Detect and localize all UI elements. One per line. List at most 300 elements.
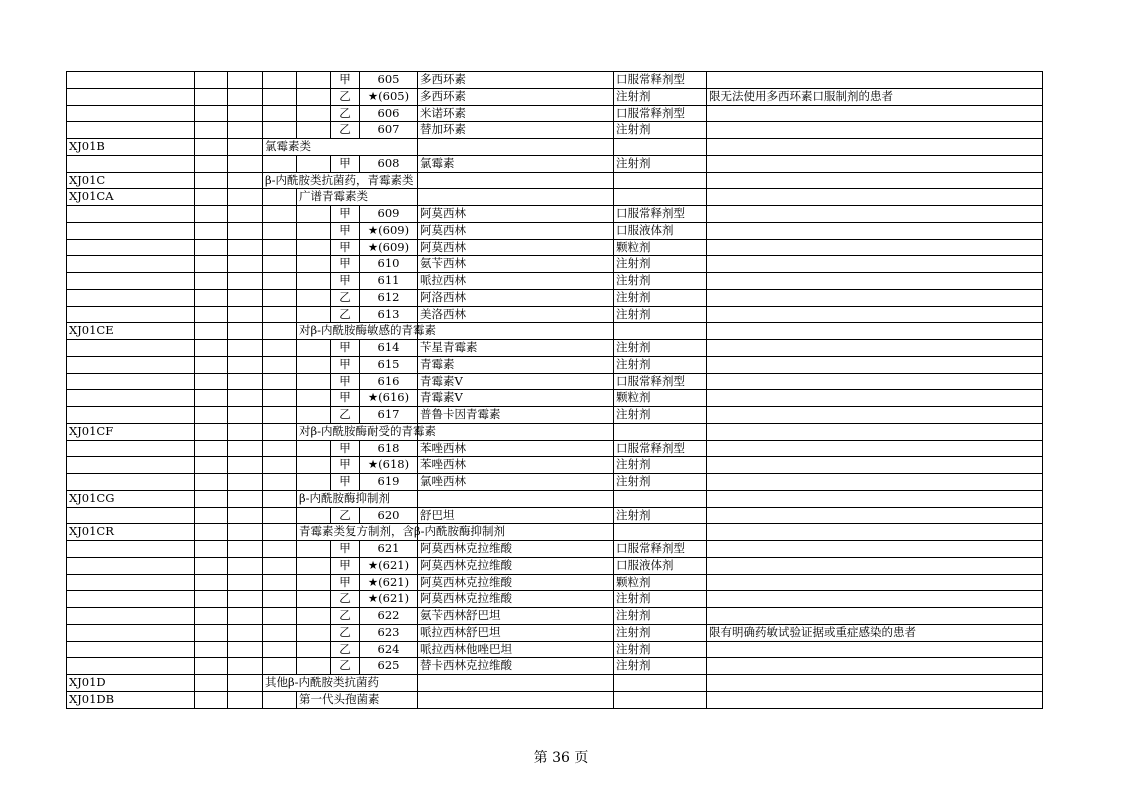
drug-name-cell: 美洛西林 xyxy=(418,306,614,323)
dosage-form-cell xyxy=(614,423,707,440)
remark-cell xyxy=(707,323,1043,340)
remark-cell xyxy=(707,423,1043,440)
level-cell xyxy=(331,139,360,156)
drug-number-cell: 610 xyxy=(360,256,418,273)
level-cell xyxy=(297,658,331,675)
grade-cell: 乙 xyxy=(331,122,360,139)
level-cell xyxy=(195,608,228,625)
code-cell xyxy=(67,289,195,306)
remark-cell xyxy=(707,658,1043,675)
drug-number-cell: 609 xyxy=(360,206,418,223)
code-cell xyxy=(67,541,195,558)
category-title-cell: 青霉素类复方制剂，含β-内酰胺酶抑制剂 xyxy=(297,524,331,541)
level-cell xyxy=(228,524,263,541)
code-cell xyxy=(67,155,195,172)
drug-name-cell: 氨苄西林 xyxy=(418,256,614,273)
level-cell xyxy=(360,189,418,206)
drug-row xyxy=(67,591,1043,608)
drug-number-cell: 614 xyxy=(360,340,418,357)
level-cell xyxy=(297,88,331,105)
grade-cell: 甲 xyxy=(331,474,360,491)
drug-name-cell: 阿莫西林克拉维酸 xyxy=(418,574,614,591)
level-cell xyxy=(195,624,228,641)
drug-name-cell: 米诺环素 xyxy=(418,105,614,122)
category-title-cell: 其他β-内酰胺类抗菌药 xyxy=(263,675,297,692)
code-cell xyxy=(67,356,195,373)
level-cell xyxy=(228,306,263,323)
level-cell xyxy=(195,340,228,357)
drug-name-cell: 舒巴坦 xyxy=(418,507,614,524)
category-code-cell: XJ01C xyxy=(67,172,195,189)
level-cell xyxy=(297,340,331,357)
grade-cell: 乙 xyxy=(331,289,360,306)
dosage-form-cell: 注射剂 xyxy=(614,289,707,306)
level-cell xyxy=(228,139,263,156)
grade-cell: 甲 xyxy=(331,440,360,457)
dosage-form-cell xyxy=(614,490,707,507)
dosage-form-cell xyxy=(614,524,707,541)
drug-number-cell: ★(616) xyxy=(360,390,418,407)
level-cell xyxy=(297,273,331,290)
drug-name-cell: 青霉素V xyxy=(418,390,614,407)
remark-cell xyxy=(707,407,1043,424)
level-cell xyxy=(228,541,263,558)
drug-name-cell xyxy=(418,189,614,206)
code-cell xyxy=(67,591,195,608)
level-cell xyxy=(297,105,331,122)
remark-cell xyxy=(707,490,1043,507)
drug-number-cell: 607 xyxy=(360,122,418,139)
remark-cell xyxy=(707,373,1043,390)
drug-name-cell: 普鲁卡因青霉素 xyxy=(418,407,614,424)
level-cell xyxy=(195,72,228,89)
grade-cell: 甲 xyxy=(331,557,360,574)
level-cell xyxy=(297,474,331,491)
level-cell xyxy=(263,340,297,357)
level-cell xyxy=(195,356,228,373)
level-cell xyxy=(195,574,228,591)
drug-name-cell xyxy=(418,172,614,189)
remark-cell xyxy=(707,474,1043,491)
code-cell xyxy=(67,122,195,139)
drug-number-cell: 623 xyxy=(360,624,418,641)
grade-cell: 乙 xyxy=(331,591,360,608)
drug-row xyxy=(67,457,1043,474)
drug-row xyxy=(67,122,1043,139)
level-cell xyxy=(297,306,331,323)
remark-cell xyxy=(707,457,1043,474)
drug-row xyxy=(67,72,1043,89)
level-cell xyxy=(195,122,228,139)
grade-cell: 甲 xyxy=(331,206,360,223)
level-cell xyxy=(195,423,228,440)
drug-number-cell: 612 xyxy=(360,289,418,306)
level-cell xyxy=(195,273,228,290)
level-cell xyxy=(263,490,297,507)
level-cell xyxy=(263,273,297,290)
level-cell xyxy=(195,222,228,239)
category-code-cell: XJ01B xyxy=(67,139,195,156)
level-cell xyxy=(228,658,263,675)
dosage-form-cell: 注射剂 xyxy=(614,340,707,357)
drug-name-cell: 苄星青霉素 xyxy=(418,340,614,357)
drug-name-cell xyxy=(418,423,614,440)
level-cell xyxy=(195,440,228,457)
drug-row xyxy=(67,557,1043,574)
level-cell xyxy=(263,474,297,491)
remark-cell xyxy=(707,591,1043,608)
level-cell xyxy=(228,256,263,273)
remark-cell xyxy=(707,574,1043,591)
drug-name-cell: 氯唑西林 xyxy=(418,474,614,491)
level-cell xyxy=(263,407,297,424)
level-cell xyxy=(297,608,331,625)
drug-number-cell: 617 xyxy=(360,407,418,424)
category-title-cell: 第一代头孢菌素 xyxy=(297,691,331,708)
code-cell xyxy=(67,256,195,273)
drug-row xyxy=(67,624,1043,641)
level-cell xyxy=(263,373,297,390)
level-cell xyxy=(297,122,331,139)
dosage-form-cell: 注射剂 xyxy=(614,256,707,273)
drug-name-cell: 阿洛西林 xyxy=(418,289,614,306)
category-row xyxy=(67,172,1043,189)
level-cell xyxy=(228,507,263,524)
level-cell xyxy=(263,658,297,675)
drug-number-cell: 606 xyxy=(360,105,418,122)
drug-row xyxy=(67,239,1043,256)
drug-number-cell: ★(605) xyxy=(360,88,418,105)
drug-row xyxy=(67,356,1043,373)
category-code-cell: XJ01CR xyxy=(67,524,195,541)
code-cell xyxy=(67,390,195,407)
level-cell xyxy=(195,390,228,407)
level-cell xyxy=(228,105,263,122)
remark-cell xyxy=(707,72,1043,89)
level-cell xyxy=(297,289,331,306)
drug-row xyxy=(67,105,1043,122)
grade-cell: 乙 xyxy=(331,608,360,625)
level-cell xyxy=(195,557,228,574)
category-row xyxy=(67,423,1043,440)
drug-row xyxy=(67,273,1043,290)
level-cell xyxy=(195,691,228,708)
level-cell xyxy=(195,541,228,558)
remark-cell xyxy=(707,524,1043,541)
drug-name-cell: 阿莫西林 xyxy=(418,222,614,239)
drug-row xyxy=(67,340,1043,357)
grade-cell: 乙 xyxy=(331,624,360,641)
drug-number-cell: 618 xyxy=(360,440,418,457)
level-cell xyxy=(297,507,331,524)
level-cell xyxy=(228,390,263,407)
level-cell xyxy=(263,206,297,223)
dosage-form-cell xyxy=(614,675,707,692)
drug-row xyxy=(67,155,1043,172)
dosage-form-cell: 注射剂 xyxy=(614,155,707,172)
drug-name-cell: 多西环素 xyxy=(418,88,614,105)
dosage-form-cell: 口服液体剂 xyxy=(614,222,707,239)
level-cell xyxy=(195,658,228,675)
level-cell xyxy=(297,457,331,474)
drug-number-cell: ★(609) xyxy=(360,222,418,239)
dosage-form-cell: 注射剂 xyxy=(614,88,707,105)
drug-name-cell: 苯唑西林 xyxy=(418,440,614,457)
remark-cell xyxy=(707,105,1043,122)
drug-row xyxy=(67,88,1043,105)
level-cell xyxy=(297,641,331,658)
code-cell xyxy=(67,557,195,574)
level-cell xyxy=(263,557,297,574)
code-cell xyxy=(67,273,195,290)
drug-number-cell: 619 xyxy=(360,474,418,491)
drug-name-cell: 哌拉西林 xyxy=(418,273,614,290)
code-cell xyxy=(67,407,195,424)
level-cell xyxy=(228,457,263,474)
level-cell xyxy=(195,591,228,608)
category-code-cell: XJ01DB xyxy=(67,691,195,708)
level-cell xyxy=(263,189,297,206)
remark-cell xyxy=(707,541,1043,558)
level-cell xyxy=(263,608,297,625)
remark-cell: 限有明确药敏试验证据或重症感染的患者 xyxy=(707,624,1043,641)
remark-cell xyxy=(707,557,1043,574)
drug-row xyxy=(67,658,1043,675)
dosage-form-cell xyxy=(614,189,707,206)
category-title-cell: 对β-内酰胺酶耐受的青霉素 xyxy=(297,423,331,440)
category-row xyxy=(67,189,1043,206)
category-title-cell: 对β-内酰胺酶敏感的青霉素 xyxy=(297,323,331,340)
drug-name-cell: 替加环素 xyxy=(418,122,614,139)
drug-number-cell: 608 xyxy=(360,155,418,172)
level-cell xyxy=(297,624,331,641)
level-cell xyxy=(263,591,297,608)
level-cell xyxy=(195,675,228,692)
level-cell xyxy=(195,206,228,223)
level-cell xyxy=(195,507,228,524)
remark-cell xyxy=(707,172,1043,189)
drug-name-cell: 阿莫西林克拉维酸 xyxy=(418,591,614,608)
remark-cell xyxy=(707,289,1043,306)
level-cell xyxy=(195,139,228,156)
level-cell xyxy=(195,172,228,189)
dosage-form-cell: 注射剂 xyxy=(614,591,707,608)
dosage-form-cell: 颗粒剂 xyxy=(614,239,707,256)
drug-row xyxy=(67,306,1043,323)
code-cell xyxy=(67,440,195,457)
grade-cell: 甲 xyxy=(331,340,360,357)
level-cell xyxy=(263,423,297,440)
category-code-cell: XJ01D xyxy=(67,675,195,692)
level-cell xyxy=(263,507,297,524)
drug-table xyxy=(66,71,1043,709)
drug-name-cell: 替卡西林克拉维酸 xyxy=(418,658,614,675)
drug-name-cell: 阿莫西林克拉维酸 xyxy=(418,541,614,558)
dosage-form-cell: 注射剂 xyxy=(614,457,707,474)
code-cell xyxy=(67,373,195,390)
level-cell xyxy=(195,323,228,340)
level-cell xyxy=(228,608,263,625)
remark-cell xyxy=(707,139,1043,156)
level-cell xyxy=(263,624,297,641)
drug-row xyxy=(67,541,1043,558)
drug-name-cell: 多西环素 xyxy=(418,72,614,89)
drug-number-cell: 605 xyxy=(360,72,418,89)
remark-cell xyxy=(707,122,1043,139)
code-cell xyxy=(67,88,195,105)
level-cell xyxy=(195,256,228,273)
drug-number-cell: ★(621) xyxy=(360,591,418,608)
drug-number-cell: 621 xyxy=(360,541,418,558)
level-cell xyxy=(297,222,331,239)
grade-cell: 甲 xyxy=(331,256,360,273)
drug-number-cell: 624 xyxy=(360,641,418,658)
level-cell xyxy=(228,591,263,608)
level-cell xyxy=(228,440,263,457)
level-cell xyxy=(195,474,228,491)
code-cell xyxy=(67,239,195,256)
code-cell xyxy=(67,658,195,675)
level-cell xyxy=(297,407,331,424)
dosage-form-cell: 口服常释剂型 xyxy=(614,541,707,558)
code-cell xyxy=(67,457,195,474)
remark-cell: 限无法使用多西环素口服制剂的患者 xyxy=(707,88,1043,105)
page-number: 第 36 页 xyxy=(533,750,589,766)
dosage-form-cell: 口服常释剂型 xyxy=(614,72,707,89)
level-cell xyxy=(297,440,331,457)
remark-cell xyxy=(707,189,1043,206)
grade-cell: 甲 xyxy=(331,72,360,89)
remark-cell xyxy=(707,507,1043,524)
level-cell xyxy=(263,155,297,172)
dosage-form-cell: 注射剂 xyxy=(614,407,707,424)
level-cell xyxy=(228,624,263,641)
drug-row xyxy=(67,407,1043,424)
drug-name-cell xyxy=(418,490,614,507)
level-cell xyxy=(228,574,263,591)
level-cell xyxy=(263,574,297,591)
remark-cell xyxy=(707,222,1043,239)
drug-name-cell xyxy=(418,691,614,708)
dosage-form-cell: 注射剂 xyxy=(614,306,707,323)
level-cell xyxy=(297,373,331,390)
level-cell xyxy=(228,273,263,290)
level-cell xyxy=(263,390,297,407)
level-cell xyxy=(228,72,263,89)
drug-name-cell: 氨苄西林舒巴坦 xyxy=(418,608,614,625)
grade-cell: 乙 xyxy=(331,306,360,323)
dosage-form-cell: 注射剂 xyxy=(614,122,707,139)
grade-cell: 甲 xyxy=(331,390,360,407)
dosage-form-cell xyxy=(614,691,707,708)
dosage-form-cell: 注射剂 xyxy=(614,641,707,658)
dosage-form-cell: 注射剂 xyxy=(614,608,707,625)
dosage-form-cell: 口服液体剂 xyxy=(614,557,707,574)
category-code-cell: XJ01CF xyxy=(67,423,195,440)
remark-cell xyxy=(707,691,1043,708)
level-cell xyxy=(263,323,297,340)
category-row xyxy=(67,691,1043,708)
grade-cell: 甲 xyxy=(331,356,360,373)
remark-cell xyxy=(707,206,1043,223)
level-cell xyxy=(228,222,263,239)
code-cell xyxy=(67,222,195,239)
code-cell xyxy=(67,72,195,89)
level-cell xyxy=(228,122,263,139)
category-row xyxy=(67,524,1043,541)
code-cell xyxy=(67,306,195,323)
level-cell xyxy=(263,289,297,306)
drug-name-cell xyxy=(418,139,614,156)
level-cell xyxy=(297,541,331,558)
grade-cell: 甲 xyxy=(331,457,360,474)
remark-cell xyxy=(707,608,1043,625)
drug-name-cell xyxy=(418,323,614,340)
remark-cell xyxy=(707,256,1043,273)
level-cell xyxy=(263,256,297,273)
code-cell xyxy=(67,206,195,223)
category-row xyxy=(67,675,1043,692)
dosage-form-cell: 口服常释剂型 xyxy=(614,373,707,390)
level-cell xyxy=(195,239,228,256)
level-cell xyxy=(228,340,263,357)
drug-row xyxy=(67,256,1043,273)
level-cell xyxy=(263,239,297,256)
level-cell xyxy=(195,88,228,105)
dosage-form-cell: 注射剂 xyxy=(614,507,707,524)
drug-number-cell: 625 xyxy=(360,658,418,675)
drug-row xyxy=(67,440,1043,457)
level-cell xyxy=(297,256,331,273)
dosage-form-cell: 口服常释剂型 xyxy=(614,440,707,457)
drug-row xyxy=(67,641,1043,658)
dosage-form-cell xyxy=(614,323,707,340)
dosage-form-cell: 注射剂 xyxy=(614,474,707,491)
drug-name-cell: 苯唑西林 xyxy=(418,457,614,474)
level-cell xyxy=(195,524,228,541)
level-cell xyxy=(263,356,297,373)
category-code-cell: XJ01CA xyxy=(67,189,195,206)
remark-cell xyxy=(707,390,1043,407)
level-cell xyxy=(228,172,263,189)
dosage-form-cell: 注射剂 xyxy=(614,273,707,290)
grade-cell: 乙 xyxy=(331,105,360,122)
level-cell xyxy=(263,72,297,89)
category-row xyxy=(67,323,1043,340)
level-cell xyxy=(360,139,418,156)
level-cell xyxy=(228,289,263,306)
drug-number-cell: 620 xyxy=(360,507,418,524)
grade-cell: 甲 xyxy=(331,373,360,390)
drug-name-cell: 哌拉西林舒巴坦 xyxy=(418,624,614,641)
level-cell xyxy=(195,457,228,474)
level-cell xyxy=(228,189,263,206)
grade-cell: 甲 xyxy=(331,222,360,239)
drug-name-cell: 阿莫西林克拉维酸 xyxy=(418,557,614,574)
level-cell xyxy=(195,407,228,424)
code-cell xyxy=(67,105,195,122)
level-cell xyxy=(228,641,263,658)
level-cell xyxy=(195,641,228,658)
drug-row xyxy=(67,507,1043,524)
category-code-cell: XJ01CE xyxy=(67,323,195,340)
level-cell xyxy=(297,206,331,223)
drug-name-cell: 阿莫西林 xyxy=(418,206,614,223)
grade-cell: 甲 xyxy=(331,239,360,256)
drug-name-cell: 青霉素 xyxy=(418,356,614,373)
drug-row xyxy=(67,222,1043,239)
level-cell xyxy=(195,373,228,390)
